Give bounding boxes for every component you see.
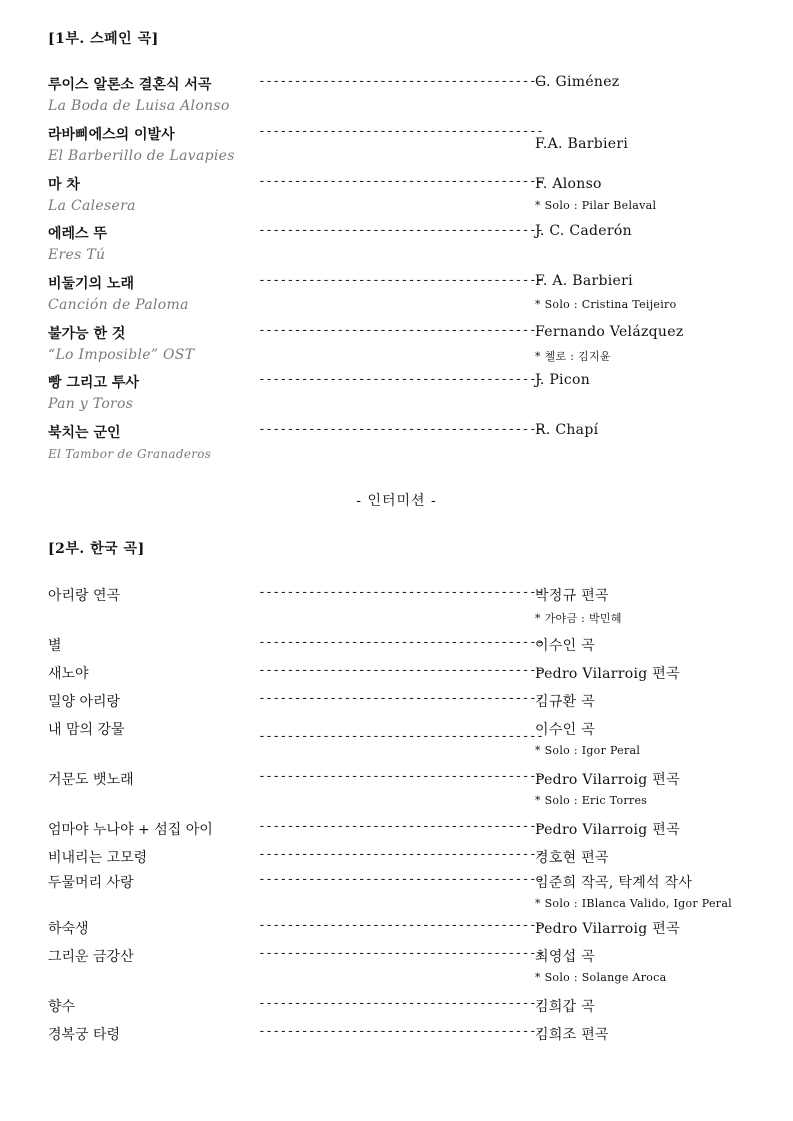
dash-leader: ---------------------------------------- <box>258 422 544 437</box>
title-korean: 빵 그리고 투사 <box>48 375 139 391</box>
title-korean: 내 맘의 강물 <box>48 722 125 738</box>
title-original: El Tambor de Granaderos <box>48 447 212 461</box>
title-original: Eres Tú <box>48 247 106 263</box>
composer: Pedro Vilarroig 편곡 <box>535 921 680 937</box>
title-original: “Lo Imposible” OST <box>48 347 195 363</box>
title-korean: 별 <box>48 638 62 654</box>
title-korean: 엄마야 누나야 + 섬집 아이 <box>48 822 213 838</box>
composer: 이수인 곡 <box>535 722 596 738</box>
dash-leader: ---------------------------------------- <box>258 918 544 933</box>
dash-leader: ---------------------------------------- <box>258 74 544 89</box>
dash-leader: ---------------------------------------- <box>258 996 544 1011</box>
soloist-note: * Solo : Solange Aroca <box>535 971 667 984</box>
title-korean: 하숙생 <box>48 921 89 937</box>
composer: R. Chapí <box>535 422 599 438</box>
composer: F. Alonso <box>535 176 602 192</box>
soloist-note: * 가야금 : 박민혜 <box>535 612 622 625</box>
dash-leader: ---------------------------------------- <box>258 691 544 706</box>
composer: 이수인 곡 <box>535 638 596 654</box>
title-korean: 경복궁 타령 <box>48 1027 121 1043</box>
title-original: La Calesera <box>48 198 136 214</box>
title-korean: 비내리는 고모령 <box>48 850 148 866</box>
part2-title: [2부. 한국 곡] <box>48 541 145 557</box>
title-korean: 루이스 알론소 결혼식 서곡 <box>48 77 212 93</box>
composer: Pedro Vilarroig 편곡 <box>535 666 680 682</box>
dash-leader: ---------------------------------------- <box>258 273 544 288</box>
soloist-note: * Solo : Igor Peral <box>535 744 641 757</box>
title-korean: 향수 <box>48 999 76 1015</box>
composer: J. C. Caderón <box>535 223 632 239</box>
soloist-note: * Solo : Cristina Teijeiro <box>535 298 677 311</box>
title-original: Canción de Paloma <box>48 297 189 313</box>
dash-leader: ---------------------------------------- <box>258 585 544 600</box>
composer: F. A. Barbieri <box>535 273 633 289</box>
title-korean: 불가능 한 것 <box>48 326 126 342</box>
title-original: El Barberillo de Lavapies <box>48 148 235 164</box>
soloist-note: * Solo : IBlanca Valido, Igor Peral <box>535 897 733 910</box>
composer: G. Giménez <box>535 74 620 90</box>
title-korean: 비둘기의 노래 <box>48 276 135 292</box>
composer: 김규환 곡 <box>535 694 596 710</box>
dash-leader: ---------------------------------------- <box>258 729 544 744</box>
dash-leader: ---------------------------------------- <box>258 946 544 961</box>
soloist-note: * 첼로 : 김지윤 <box>535 350 611 363</box>
intermission-label: - 인터미션 - <box>356 493 437 509</box>
title-korean: 아리랑 연곡 <box>48 588 121 604</box>
composer: 경호현 편곡 <box>535 850 609 866</box>
composer: J. Picon <box>535 372 591 388</box>
dash-leader: ---------------------------------------- <box>258 1024 544 1039</box>
title-korean: 그리운 금강산 <box>48 949 134 965</box>
dash-leader: ---------------------------------------- <box>258 323 544 338</box>
dash-leader: ---------------------------------------- <box>258 635 544 650</box>
title-korean: 라바삐에스의 이발사 <box>48 127 175 143</box>
dash-leader: ---------------------------------------- <box>258 663 544 678</box>
dash-leader: ---------------------------------------- <box>258 223 544 238</box>
title-original: La Boda de Luisa Alonso <box>48 98 230 114</box>
dash-leader: ---------------------------------------- <box>258 372 544 387</box>
dash-leader: ---------------------------------------- <box>258 872 544 887</box>
composer: Fernando Velázquez <box>535 324 684 340</box>
title-korean: 북치는 군인 <box>48 425 121 441</box>
title-korean: 거문도 뱃노래 <box>48 772 134 788</box>
dash-leader: ---------------------------------------- <box>258 769 544 784</box>
dash-leader: ---------------------------------------- <box>258 847 544 862</box>
composer: 임준희 작곡, 탁계석 작사 <box>535 875 693 891</box>
composer: 박정규 편곡 <box>535 588 609 604</box>
title-korean: 마 차 <box>48 177 80 193</box>
title-korean: 에레스 뚜 <box>48 226 107 242</box>
title-original: Pan y Toros <box>48 396 134 412</box>
composer: 김희갑 곡 <box>535 999 596 1015</box>
title-korean: 새노야 <box>48 666 89 682</box>
title-korean: 밀양 아리랑 <box>48 694 121 710</box>
soloist-note: * Solo : Eric Torres <box>535 794 648 807</box>
composer: Pedro Vilarroig 편곡 <box>535 772 680 788</box>
dash-leader: ---------------------------------------- <box>258 124 544 139</box>
title-korean: 두물머리 사랑 <box>48 875 134 891</box>
composer: Pedro Vilarroig 편곡 <box>535 822 680 838</box>
dash-leader: ---------------------------------------- <box>258 174 544 189</box>
composer: 김희조 편곡 <box>535 1027 609 1043</box>
dash-leader: ---------------------------------------- <box>258 819 544 834</box>
part1-title: [1부. 스페인 곡] <box>48 31 159 47</box>
composer: F.A. Barbieri <box>535 136 629 152</box>
soloist-note: * Solo : Pilar Belaval <box>535 199 657 212</box>
composer: 최영섭 곡 <box>535 949 596 965</box>
